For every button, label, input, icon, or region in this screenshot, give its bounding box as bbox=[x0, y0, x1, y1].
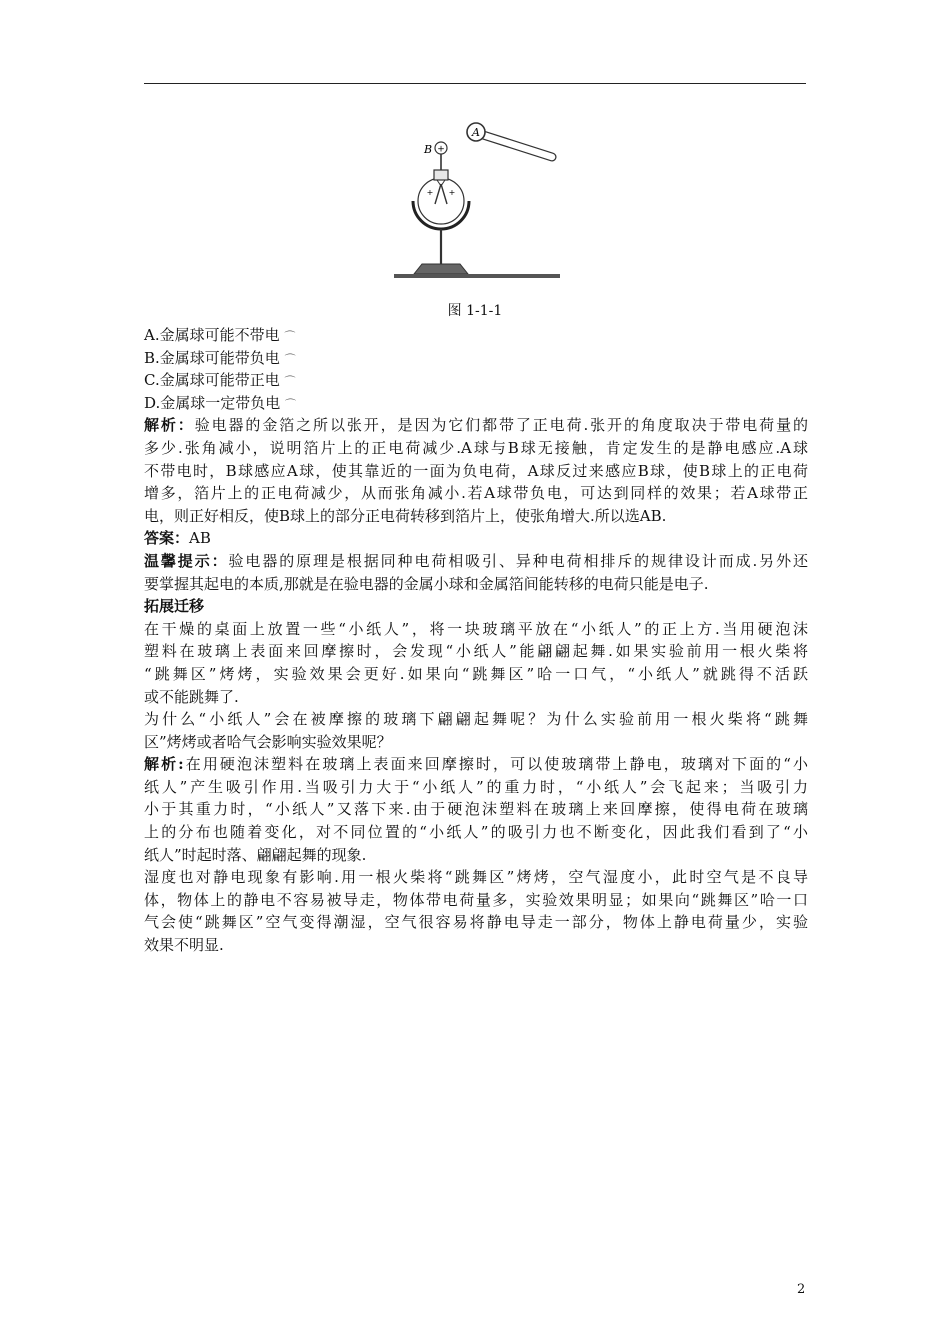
humidity-line: 效果不明显. bbox=[144, 936, 224, 955]
option-a: A.金属球可能不带电 ⌒ bbox=[144, 326, 296, 344]
electroscope-stand bbox=[394, 229, 560, 278]
extension-line: 塑料在玻璃上表面来回摩擦时，会发现“小纸人”能翩翩起舞.如果实验前用一根火柴将 bbox=[144, 642, 808, 661]
question-line: 区”烤烤或者哈气会影响实验效果呢？ bbox=[144, 732, 392, 751]
analysis-line: 增多，箔片上的正电荷减少，从而张角减小.若A球带负电，可达到同样的效果；若A球带正 bbox=[144, 484, 808, 503]
analysis2-line: 小于其重力时，“小纸人”又落下来.由于硬泡沫塑料在玻璃上来回摩擦，使得电荷在玻璃 bbox=[144, 800, 808, 819]
analysis2-line: 解析:在用硬泡沫塑料在玻璃上表面来回摩擦时，可以使玻璃带上静电，玻璃对下面的“小 bbox=[144, 755, 808, 774]
header-rule bbox=[144, 83, 806, 84]
answer-line: 答案：AB bbox=[144, 529, 211, 548]
analysis2-line: 纸人”时起时落、翩翩起舞的现象. bbox=[144, 845, 367, 864]
plus-left: + bbox=[426, 188, 434, 197]
tip-line: 温馨提示：验电器的原理是根据同种电荷相吸引、异种电荷相排斥的规律设计而成.另外还 bbox=[144, 551, 808, 570]
option-b: B.金属球可能带负电 ⌒ bbox=[144, 348, 296, 367]
humidity-line: 湿度也对静电现象有影响.用一根火柴将“跳舞区”烤烤，空气湿度小，此时空气是不良导 bbox=[144, 868, 808, 887]
electroscope-jar bbox=[413, 170, 469, 229]
humidity-line: 体，物体上的静电不容易被导走，物体带电荷量多，实验效果明显；如果向“跳舞区”哈一口 bbox=[144, 890, 808, 909]
extension-line: 或不能跳舞了. bbox=[144, 687, 239, 706]
tip-line: 要掌握其起电的本质,那就是在验电器的金属小球和金属箔间能转移的电荷只能是电子. bbox=[144, 574, 709, 593]
humidity-line: 气会使“跳舞区”空气变得潮湿，空气很容易将静电导走一部分，物体上静电荷量少，实验 bbox=[144, 913, 808, 932]
label-a: A bbox=[472, 126, 480, 139]
page-number: 2 bbox=[797, 1282, 806, 1297]
option-d: D.金属球一定带负电 ⌒ bbox=[144, 393, 297, 412]
figure-caption: 图 1-1-1 bbox=[447, 303, 503, 319]
question-line: 为什么“小纸人”会在被摩擦的玻璃下翩翩起舞呢？为什么实验前用一根火柴将“跳舞 bbox=[144, 710, 808, 729]
label-b: B bbox=[423, 143, 433, 156]
analysis-line: 不带电时，B球感应A球，使其靠近的一面为负电荷，A球反过来感应B球，使B球上的正电荷 bbox=[144, 461, 808, 480]
analysis2-line: 上的分布也随着变化，对不同位置的“小纸人”的吸引力也不断变化，因此我们看到了“小 bbox=[144, 823, 808, 842]
electroscope-figure bbox=[384, 116, 570, 282]
analysis-line: 电，则正好相反，使B球上的部分正电荷转移到箔片上，使张角增大.所以选AB. bbox=[144, 506, 667, 525]
analysis-line: 解析：验电器的金箔之所以张开，是因为它们都带了正电荷.张开的角度取决于带电荷量的 bbox=[144, 416, 808, 435]
plus-right: + bbox=[448, 188, 456, 197]
extension-line: 在干燥的桌面上放置一些“小纸人”，将一块玻璃平放在“小纸人”的正上方.当用硬泡沫 bbox=[144, 619, 808, 638]
charged-rod bbox=[467, 123, 552, 157]
question-body bbox=[144, 324, 808, 957]
option-c: C.金属球可能带正电 ⌒ bbox=[144, 371, 296, 390]
extension-line: “跳舞区”烤烤，实验效果会更好.如果向“跳舞区”哈一口气，“小纸人”就跳得不活跃 bbox=[144, 664, 808, 683]
analysis2-line: 纸人”产生吸引作用.当吸引力大于“小纸人”的重力时，“小纸人”会飞起来；当吸引力 bbox=[144, 777, 808, 796]
analysis-line: 多少.张角减小，说明箔片上的正电荷减少.A球与B球无接触，肯定发生的是静电感应.A球 bbox=[144, 438, 808, 457]
extension-title: 拓展迁移 bbox=[144, 597, 205, 616]
plus-b: + bbox=[437, 144, 445, 155]
